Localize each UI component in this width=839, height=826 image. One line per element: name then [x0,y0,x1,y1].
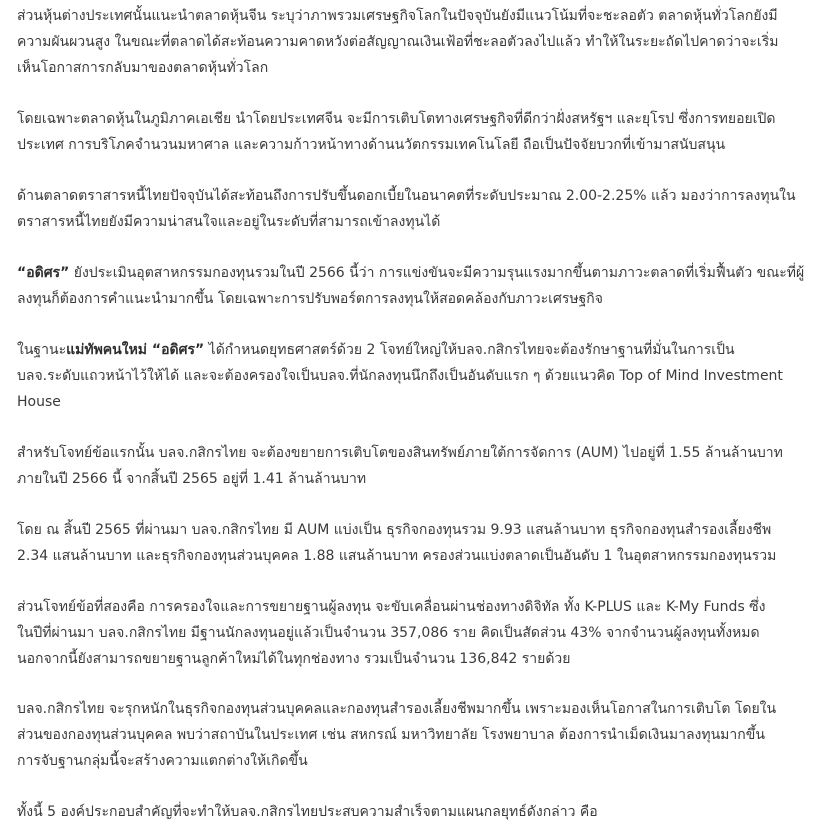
quote-name-bold: “อดิศร” [17,265,70,281]
paragraph-2 [17,107,775,159]
paragraph-4 [17,261,804,313]
paragraph-7 [17,518,776,570]
text-line: ตราสารหนี้ไทยยังมีความน่าสนใจและอยู่ในระดับที่สามารถเข้าลงทุนได้ [17,213,441,230]
text-line: ลงทุนก็ต้องการคำแนะนำมากขึ้น โดยเฉพาะการปรับพอร์ตการลงทุนให้สอดคล้องกับภาวะเศรษฐกิจ [17,290,603,307]
text-line: ด้านตลาดตราสารหนี้ไทยปัจจุบันได้สะท้อนถึงการปรับขึ้นดอกเบี้ยในอนาคตที่ระดับประมาณ 2.00-2.25% แล้ว มองว่าการลงทุนใน [17,188,796,204]
text-line: 2.34 แสนล้านบาท และธุรกิจกองทุนส่วนบุคคล 1.88 แสนล้านบาท ครองส่วนแบ่งตลาดเป็นอันดับ 1 ในอุตสาหกรรมกองทุนรวม [17,547,777,564]
text-line: ประเทศ การบริโภคจำนวนมหาศาล และความก้าวหน้าทางด้านนวัตกรรมเทคโนโลยี ถือเป็นปัจจัยบวกที่เข้ามาสนับสนุน [17,136,726,153]
text-line: นอกจากนี้ยังสามารถขยายฐานลูกค้าใหม่ได้ในทุกช่องทาง รวมเป็นจำนวน 136,842 รายด้วย [17,650,571,667]
paragraph-3 [17,184,796,236]
text-line [17,261,804,287]
paragraph-5 [17,338,783,415]
text-run: ในฐานะ [17,342,67,358]
text-line: ความผันผวนสูง ในขณะที่ตลาดได้สะท้อนความคาดหวังต่อสัญญาณเงินเฟ้อที่ชะลอตัวลงไปแล้ว ทำให้ในระยะถัดไปคาดว่าจะเริ่ม [17,33,779,50]
text-run: ได้กำหนดยุทธศาสตร์ด้วย 2 โจทย์ใหญ่ให้บลจ.กสิกรไทยจะต้องรักษาฐานที่มั่นในการเป็น [204,342,735,358]
text-line: บลจ.ระดับแถวหน้าไว้ให้ได้ และจะต้องครองใจเป็นบลจ.ที่นักลงทุนนึกถึงเป็นอันดับแรก ๆ ด้วยแนวคิด Top of Mind Investment [17,367,783,384]
paragraph-9 [17,697,776,774]
text-line: ส่วนของกองทุนส่วนบุคคล พบว่าสถาบันในประเทศ เช่น สหกรณ์ มหาวิทยาลัย โรงพยาบาล ต้องการนำเม็ดเงินมาลงทุนมากขึ้น [17,726,765,743]
text-line [17,338,783,364]
text-line: โดย ณ สิ้นปี 2565 ที่ผ่านมา บลจ.กสิกรไทย มี AUM แบ่งเป็น ธุรกิจกองทุนรวม 9.93 แสนล้านบาท ธุรกิจกองทุนสำรองเลี้ยงชีพ [17,522,772,538]
quote-name-bold: แม่ทัพคนใหม่ “อดิศร” [66,342,205,358]
text-line: ส่วนโจทย์ข้อที่สองคือ การครองใจและการขยายฐานผู้ลงทุน จะขับเคลื่อนผ่านช่องทางดิจิทัล ทั้ง K-PLUS และ K-My Funds ซึ่ง [17,599,766,615]
text-line: การจับฐานกลุ่มนี้จะสร้างความแตกต่างให้เกิดขึ้น [17,752,308,769]
text-line: ในปีที่ผ่านมา บลจ.กสิกรไทย มีฐานนักลงทุนอยู่แล้วเป็นจำนวน 357,086 ราย คิดเป็นสัดส่วน 43% จากจำนวนผู้ลงทุนทั้งหมด [17,624,760,641]
text-line: ทั้งนี้ 5 องค์ประกอบสำคัญที่จะทำให้บลจ.กสิกรไทยประสบความสำเร็จตามแผนกลยุทธ์ดังกล่าว คือ [17,804,598,820]
paragraph-1 [17,4,778,81]
paragraph-10 [17,800,598,826]
text-run: ยังประเมินอุตสาหกรรมกองทุนรวมในปี 2566 นี้ว่า การแข่งขันจะมีความรุนแรงมากขึ้นตามภาวะตลาดที่เริ่มฟื้นตัว ขณะที่ผู้ [69,265,805,281]
text-line: เห็นโอกาสการกลับมาของตลาดหุ้นทั่วโลก [17,59,269,76]
paragraph-8 [17,595,766,672]
text-line: ภายในปี 2566 นี้ จากสิ้นปี 2565 อยู่ที่ 1.41 ล้านล้านบาท [17,470,367,487]
text-line: House [17,393,61,410]
text-line: โดยเฉพาะตลาดหุ้นในภูมิภาคเอเชีย นำโดยประเทศจีน จะมีการเติบโตทางเศรษฐกิจที่ดีกว่าฝั่งสหรัฐฯ และยุโรป ซึ่งการทยอยเปิด [17,111,776,127]
text-line: สำหรับโจทย์ข้อแรกนั้น บลจ.กสิกรไทย จะต้องขยายการเติบโตของสินทรัพย์ภายใต้การจัดการ (AUM) ไปอยู่ที่ 1.55 ล้านล้านบาท [17,445,783,461]
text-line: บลจ.กสิกรไทย จะรุกหนักในธุรกิจกองทุนส่วนบุคคลและกองทุนสำรองเลี้ยงชีพมากขึ้น เพราะมองเห็นโอกาสในการเติบโต โดยใน [17,701,777,717]
paragraph-6 [17,441,783,493]
text-line: ส่วนหุ้นต่างประเทศนั้นแนะนำตลาดหุ้นจีน ระบุว่าภาพรวมเศรษฐกิจโลกในปัจจุบันยังมีแนวโน้มที่จะชะลอตัว ตลาดหุ้นทั่วโลกยังมี [17,8,778,24]
